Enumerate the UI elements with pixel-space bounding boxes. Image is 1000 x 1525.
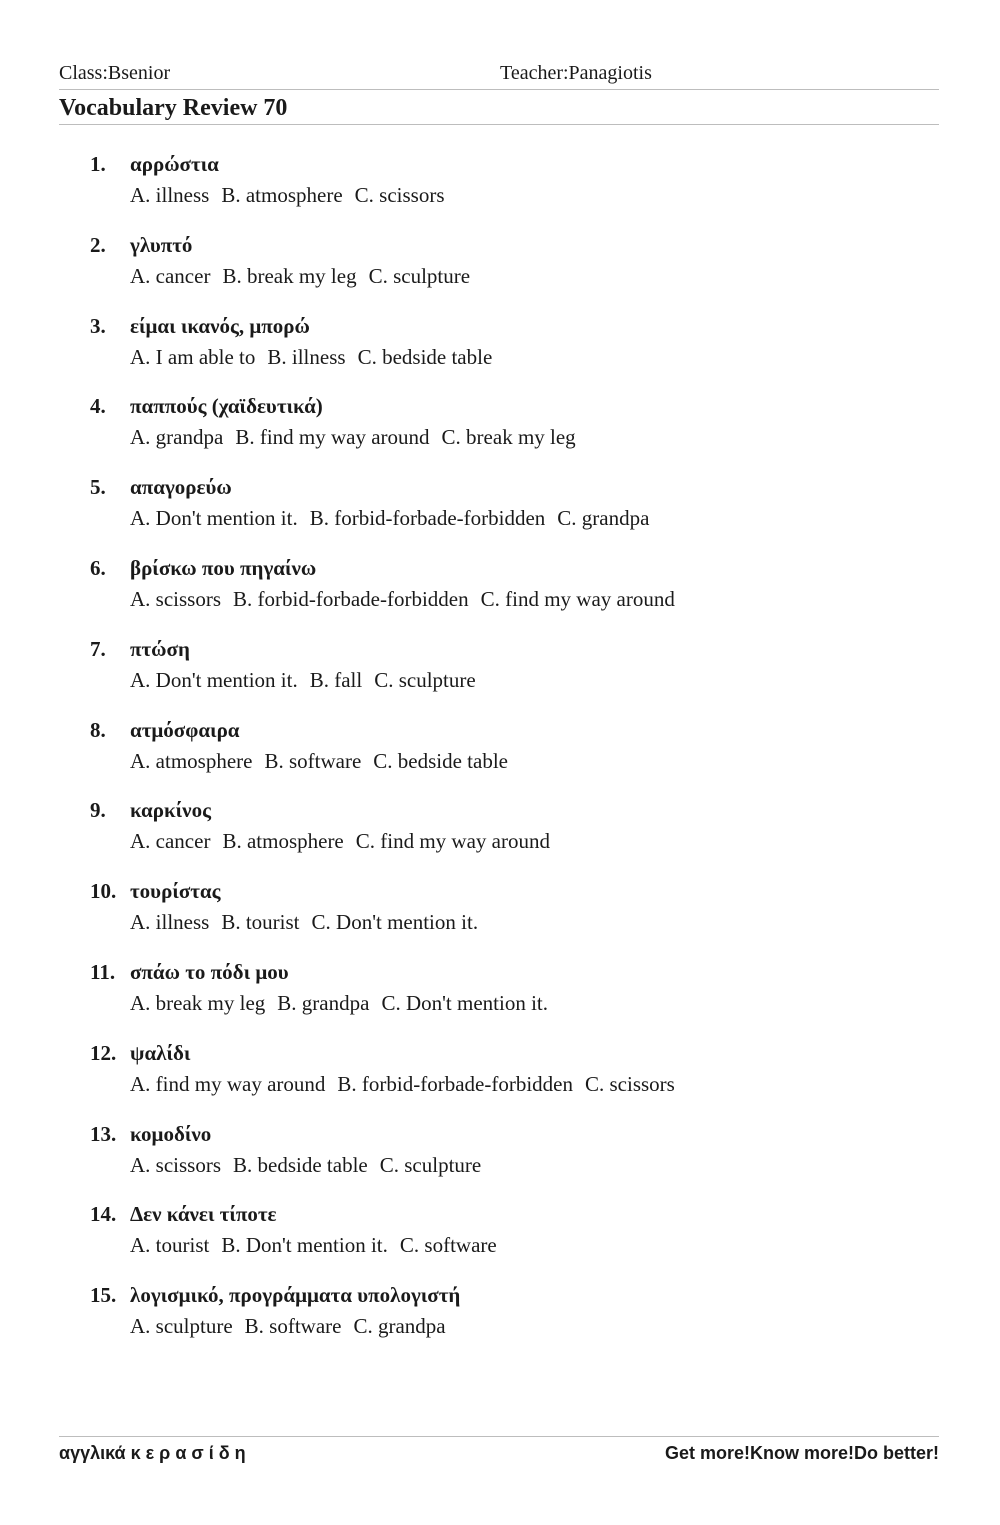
question-prompt: απαγορεύω — [130, 475, 232, 500]
answer-options — [90, 261, 950, 291]
answer-option[interactable]: C. grandpa — [353, 1314, 446, 1339]
answer-option[interactable]: C. sculpture — [379, 1152, 482, 1177]
answer-option[interactable]: A. cancer — [130, 829, 211, 854]
answer-option[interactable]: B. atmosphere — [221, 183, 343, 207]
title-bar — [59, 92, 939, 125]
answer-option[interactable]: B. Don't mention it. — [221, 1233, 388, 1258]
question-prompt-line — [90, 310, 950, 342]
answer-option[interactable]: A. tourist — [130, 1233, 210, 1258]
answer-option[interactable]: B. break my leg — [222, 263, 357, 288]
answer-options — [90, 1230, 950, 1260]
question-prompt-line — [90, 1037, 950, 1069]
question-prompt: Δεν κάνει τίποτε — [130, 1202, 277, 1227]
answer-option[interactable]: B. find my way around — [235, 425, 430, 450]
question-prompt-line — [90, 552, 950, 584]
question-item — [90, 794, 950, 875]
question-prompt-line — [90, 714, 950, 746]
answer-options — [90, 503, 950, 533]
footer-brand: αγγλικά κ ε ρ α σ ί δ η — [59, 1443, 246, 1463]
answer-options — [90, 907, 950, 937]
answer-option[interactable]: B. bedside table — [233, 1152, 368, 1177]
answer-options — [90, 1150, 950, 1180]
question-number: 13. — [90, 1121, 117, 1146]
answer-option[interactable]: B. forbid-forbade-forbidden — [309, 506, 546, 531]
page-footer — [59, 1436, 939, 1471]
answer-option[interactable]: C. scissors — [584, 1071, 675, 1096]
answer-option[interactable]: B. grandpa — [277, 990, 370, 1015]
question-number: 6. — [90, 555, 106, 580]
page-title: Vocabulary Review 70 — [59, 95, 288, 121]
answer-options — [90, 826, 950, 856]
answer-option[interactable]: C. grandpa — [557, 506, 650, 531]
question-number: 14. — [90, 1202, 117, 1227]
question-prompt-line — [90, 875, 950, 907]
question-prompt-line — [90, 633, 950, 665]
answer-option[interactable]: C. Don't mention it. — [381, 990, 548, 1015]
answer-option[interactable]: B. software — [244, 1314, 342, 1339]
question-number: 15. — [90, 1283, 117, 1308]
question-prompt: είμαι ικανός, μπορώ — [130, 313, 310, 338]
answer-option[interactable]: B. tourist — [221, 910, 300, 935]
answer-options — [90, 665, 950, 695]
question-number: 7. — [90, 636, 106, 661]
question-item — [90, 1037, 950, 1118]
answer-options — [90, 180, 950, 210]
answer-options — [90, 1311, 950, 1341]
question-prompt: ατμόσφαιρα — [130, 717, 240, 742]
question-item — [90, 310, 950, 391]
question-prompt: βρίσκω που πηγαίνω — [130, 555, 317, 580]
answer-option[interactable]: B. atmosphere — [222, 829, 344, 854]
question-prompt: παππούς (χαϊδευτικά) — [130, 394, 323, 419]
answer-option[interactable]: B. software — [264, 748, 362, 773]
question-number: 5. — [90, 475, 106, 500]
answer-option[interactable]: C. Don't mention it. — [311, 910, 479, 935]
question-prompt-line — [90, 1279, 950, 1311]
question-number: 9. — [90, 798, 106, 823]
question-item — [90, 552, 950, 633]
answer-option[interactable]: C. find my way around — [355, 829, 550, 854]
answer-option[interactable]: A. break my leg — [130, 990, 266, 1015]
answer-options — [90, 342, 950, 372]
question-prompt: σπάω το πόδι μου — [130, 959, 289, 984]
question-number: 11. — [90, 959, 116, 984]
question-item — [90, 229, 950, 310]
answer-option[interactable]: B. fall — [309, 667, 363, 692]
question-prompt-line — [90, 1118, 950, 1150]
answer-option[interactable]: A. scissors — [130, 586, 222, 611]
answer-options — [90, 1069, 950, 1099]
answer-options — [90, 584, 950, 614]
teacher-label: Teacher:Panagiotis — [500, 62, 652, 84]
question-item — [90, 875, 950, 956]
answer-option[interactable]: A. grandpa — [130, 425, 224, 450]
question-number: 2. — [90, 232, 106, 257]
class-label: Class:Bsenior — [59, 62, 171, 84]
question-prompt: λογισμικό, προγράμματα υπολογιστή — [130, 1283, 461, 1308]
question-prompt-line — [90, 1198, 950, 1230]
answer-option[interactable]: A. find my way around — [130, 1071, 326, 1096]
worksheet-header — [59, 62, 939, 90]
question-number: 3. — [90, 313, 106, 338]
question-number: 1. — [90, 152, 106, 176]
question-number: 10. — [90, 879, 117, 904]
question-item — [90, 471, 950, 552]
answer-option[interactable]: A. cancer — [130, 263, 211, 288]
answer-option[interactable]: C. find my way around — [480, 586, 675, 611]
answer-option[interactable]: C. break my leg — [441, 425, 576, 450]
question-item — [90, 714, 950, 795]
answer-option[interactable]: A. sculpture — [130, 1314, 233, 1339]
question-prompt-line — [90, 471, 950, 503]
question-prompt: ψαλίδι — [130, 1040, 191, 1065]
question-prompt: κομοδίνο — [130, 1121, 212, 1146]
question-item — [90, 633, 950, 714]
question-prompt: τουρίστας — [130, 879, 221, 904]
answer-option[interactable]: C. sculpture — [368, 263, 471, 288]
answer-options — [90, 746, 950, 776]
answer-option[interactable]: B. forbid-forbade-forbidden — [337, 1071, 573, 1096]
question-prompt-line — [90, 229, 950, 261]
answer-option[interactable]: A. Don't mention it. — [130, 506, 298, 531]
question-prompt: αρρώστια — [130, 152, 219, 176]
question-item — [90, 148, 950, 229]
answer-option[interactable]: C. sculpture — [374, 667, 476, 692]
question-prompt-line — [90, 148, 950, 180]
question-item — [90, 1279, 950, 1360]
answer-options — [90, 988, 950, 1018]
answer-option[interactable]: A. atmosphere — [130, 748, 253, 773]
answer-option[interactable]: A. illness — [130, 183, 210, 207]
answer-options — [90, 422, 950, 452]
answer-option[interactable]: B. illness — [267, 344, 346, 369]
question-list — [90, 148, 950, 1360]
answer-option[interactable]: A. illness — [130, 910, 210, 935]
question-prompt-line — [90, 794, 950, 826]
answer-option[interactable]: A. I am able to — [130, 344, 256, 369]
answer-option[interactable]: B. forbid-forbade-forbidden — [233, 586, 469, 611]
question-item — [90, 956, 950, 1037]
question-prompt-line — [90, 956, 950, 988]
answer-option[interactable]: C. bedside table — [373, 748, 508, 773]
question-prompt-line — [90, 390, 950, 422]
question-item — [90, 1198, 950, 1279]
question-item — [90, 390, 950, 471]
answer-option[interactable]: A. Don't mention it. — [130, 667, 298, 692]
question-prompt: πτώση — [130, 636, 190, 661]
answer-option[interactable]: C. bedside table — [357, 344, 493, 369]
question-prompt: γλυπτό — [130, 232, 193, 257]
answer-option[interactable]: C. scissors — [354, 183, 445, 207]
question-number: 8. — [90, 717, 106, 742]
answer-option[interactable]: A. scissors — [130, 1152, 222, 1177]
footer-slogan: Get more!Know more!Do better! — [664, 1443, 939, 1463]
question-number: 4. — [90, 394, 106, 419]
answer-option[interactable]: C. software — [399, 1233, 497, 1258]
question-prompt: καρκίνος — [130, 798, 211, 823]
question-item — [90, 1118, 950, 1199]
question-number: 12. — [90, 1040, 117, 1065]
